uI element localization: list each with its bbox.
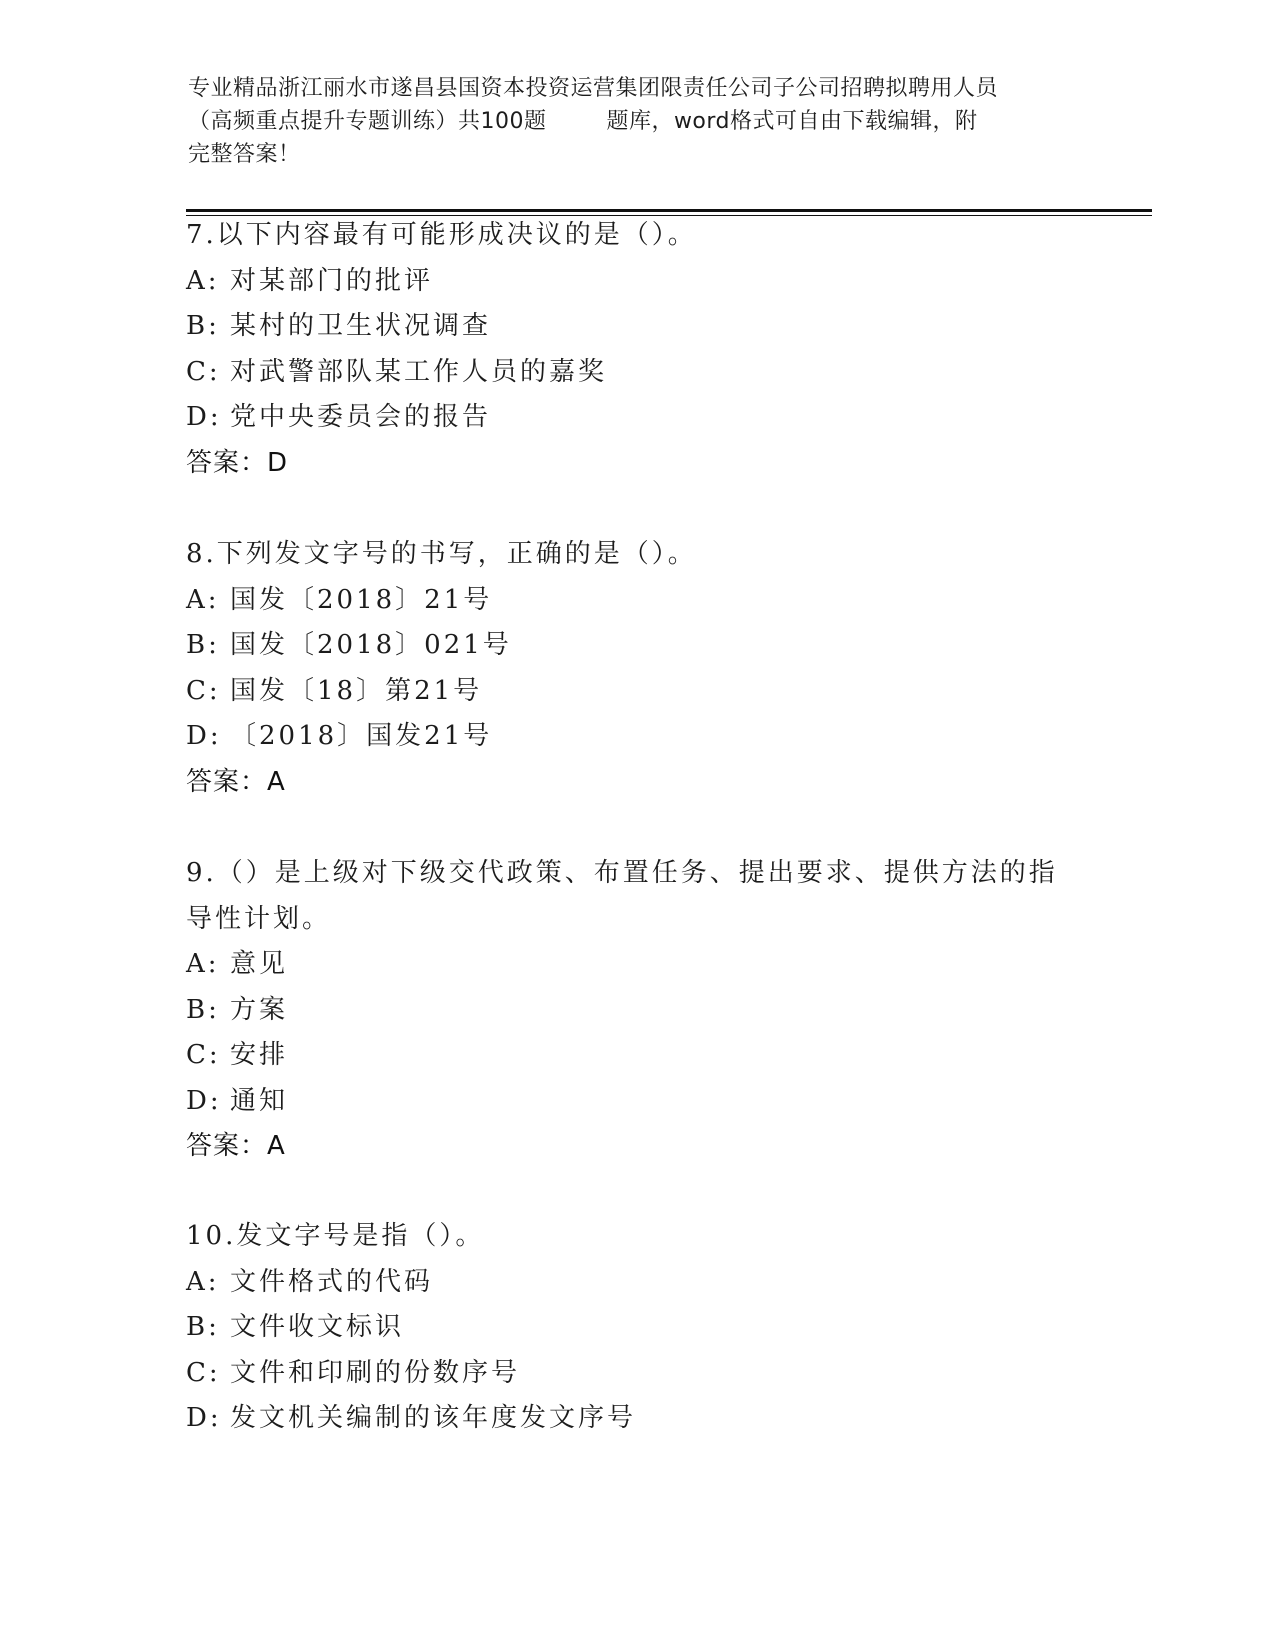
option-letter: C: xyxy=(186,675,221,706)
option-text: 通知 xyxy=(230,1085,289,1116)
option-a xyxy=(186,1260,1086,1306)
option-d xyxy=(186,1396,1086,1442)
answer: 答案：D xyxy=(186,447,289,478)
option-letter: B: xyxy=(186,630,220,660)
option-text: 某村的卫生状况调查 xyxy=(230,311,492,341)
option-letter: C: xyxy=(186,1040,221,1070)
question-stem: 导性计划。 xyxy=(186,903,332,934)
option-b xyxy=(186,988,1086,1034)
question-stem: 7.以下内容最有可能形成决议的是（）。 xyxy=(186,220,697,250)
option-letter: A: xyxy=(186,1266,220,1297)
option-letter: D: xyxy=(186,1403,222,1433)
option-letter: B: xyxy=(186,994,220,1025)
answer: 答案：A xyxy=(186,766,286,797)
option-letter: D: xyxy=(186,721,222,751)
header-line: 完整答案！ xyxy=(188,142,301,167)
option-d xyxy=(186,1079,1086,1125)
option-text: 意见 xyxy=(230,949,289,979)
option-text: 对某部门的批评 xyxy=(230,265,434,296)
option-text: 党中央委员会的报告 xyxy=(230,402,492,432)
answer: 答案：A xyxy=(186,1131,286,1161)
option-letter: B: xyxy=(186,311,220,341)
option-c xyxy=(186,1033,1086,1079)
document-header xyxy=(188,72,1088,171)
option-letter: B: xyxy=(186,1312,220,1342)
option-a xyxy=(186,259,1086,305)
question-stem: 8.下列发文字号的书写，正确的是（）。 xyxy=(186,539,697,569)
option-text: 对武警部队某工作人员的嘉奖 xyxy=(230,356,608,387)
option-d xyxy=(186,395,1086,441)
option-c xyxy=(186,669,1086,715)
option-text: 国发〔18〕第21号 xyxy=(230,675,483,706)
option-text: 文件收文标识 xyxy=(230,1312,405,1342)
question-stem: 9.（）是上级对下级交代政策、布置任务、提出要求、提供方法的指 xyxy=(186,858,1058,888)
option-letter: C: xyxy=(186,1357,221,1388)
option-text: 方案 xyxy=(230,994,289,1025)
question-stem: 10.发文字号是指（）。 xyxy=(186,1221,485,1251)
option-text: 国发〔2018〕021号 xyxy=(230,630,512,660)
option-letter: A: xyxy=(186,584,220,615)
option-letter: C: xyxy=(186,356,221,387)
header-line: （高频重点提升专题训练）共100题 题库，word格式可自由下载编辑，附 xyxy=(188,109,978,134)
option-text: 安排 xyxy=(230,1040,289,1070)
question-8 xyxy=(186,532,1086,805)
option-b xyxy=(186,623,1086,669)
option-a xyxy=(186,942,1086,988)
option-b xyxy=(186,1305,1086,1351)
question-7 xyxy=(186,213,1086,486)
option-d xyxy=(186,714,1086,760)
header-divider-thick xyxy=(186,209,1152,212)
option-text: 国发〔2018〕21号 xyxy=(230,584,493,615)
option-text: 〔2018〕国发21号 xyxy=(230,721,493,751)
option-letter: A: xyxy=(186,265,220,296)
option-letter: A: xyxy=(186,949,220,979)
option-b xyxy=(186,304,1086,350)
option-text: 文件格式的代码 xyxy=(230,1266,434,1297)
option-letter: D: xyxy=(186,402,222,432)
option-letter: D: xyxy=(186,1085,222,1116)
header-line: 专业精品浙江丽水市遂昌县国资本投资运营集团限责任公司子公司招聘拟聘用人员 xyxy=(188,76,999,101)
option-c xyxy=(186,350,1086,396)
option-text: 发文机关编制的该年度发文序号 xyxy=(230,1403,637,1433)
option-a xyxy=(186,578,1086,624)
option-text: 文件和印刷的份数序号 xyxy=(230,1357,521,1388)
option-c xyxy=(186,1351,1086,1397)
question-9 xyxy=(186,851,1086,1170)
question-10 xyxy=(186,1214,1086,1442)
